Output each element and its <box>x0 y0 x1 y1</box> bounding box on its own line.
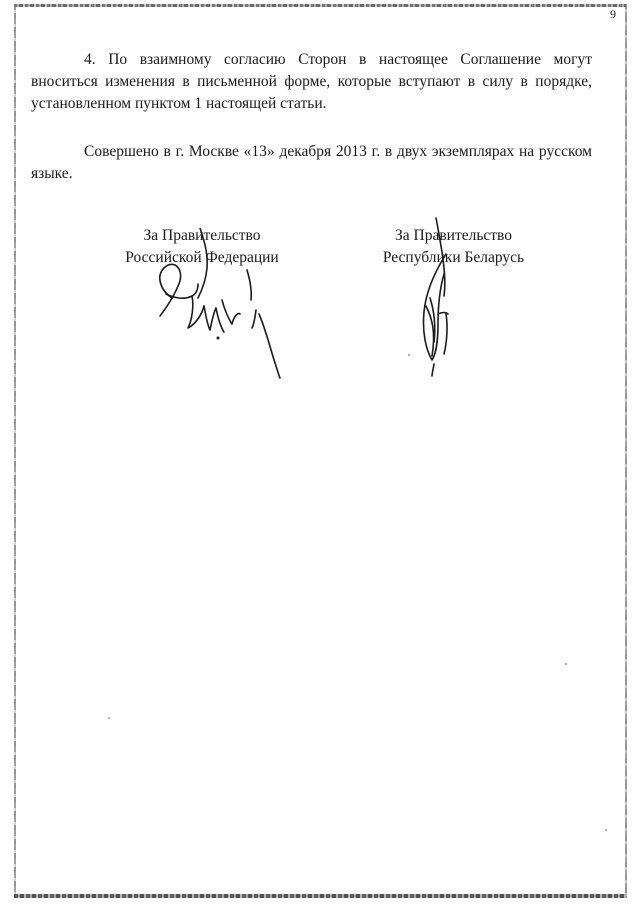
signature-block-russia <box>107 225 297 269</box>
scan-speck <box>605 829 607 831</box>
signature-caption-line2: Российской Федерации <box>125 249 279 266</box>
paragraph-done-at: Совершено в г. Москве «13» декабря 2013 г. в двух экземплярах на русском языке. <box>31 143 592 182</box>
paragraph-amendments: 4. По взаимному согласию Сторон в настоящее Соглашение могут вноситься изменения в письменной форме, которые вступают в силу в порядке, установленном пунктом 1 настоящей статьи. <box>31 51 592 112</box>
signature-caption-line1: За Правительство <box>394 227 513 244</box>
scan-border-top <box>14 4 626 7</box>
scan-border-bottom <box>14 894 626 898</box>
page-number: 9 <box>610 7 616 21</box>
scan-speck <box>108 717 110 719</box>
signature-caption-line2: Республики Беларусь <box>382 249 525 266</box>
scan-speck <box>565 663 567 665</box>
scan-speck <box>408 354 410 356</box>
scan-border-left <box>14 4 16 898</box>
scan-border-right <box>625 4 627 898</box>
signature-caption-line1: За Правительство <box>143 227 261 244</box>
signature-block-belarus <box>361 225 546 269</box>
